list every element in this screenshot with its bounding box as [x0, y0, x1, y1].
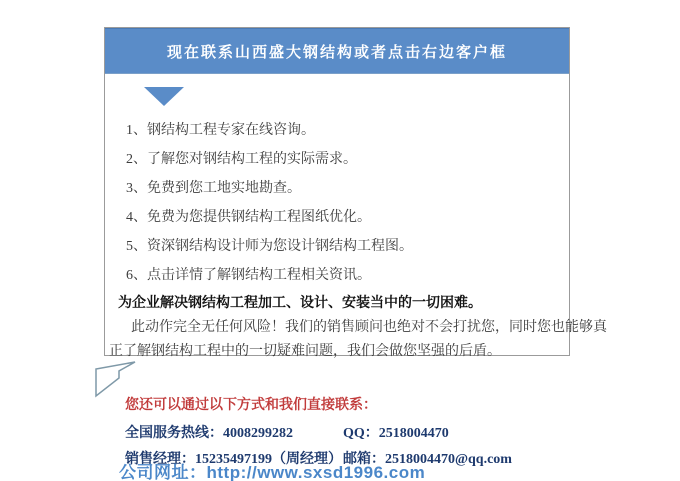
sales-manager-label: 销售经理： — [125, 452, 195, 467]
banner-title: 现在联系山西盛大钢结构或者点击右边客户框 — [166, 44, 507, 61]
qq-number: 2518004470 — [378, 426, 449, 441]
website-url: http://www.sxsd1996.com — [206, 463, 426, 481]
step-item-6: 6、点击详情了解钢结构工程相关资讯。 — [126, 268, 371, 283]
qq-label: QQ： — [343, 426, 379, 441]
banner-header — [105, 28, 569, 74]
sales-manager-phone: 15235497199（周经理） — [195, 452, 342, 467]
summary-body-line2: 正了解钢结构工程中的一切疑难问题，我们会做您坚强的后盾。 — [109, 344, 501, 359]
promo-box — [104, 27, 607, 359]
step-item-4: 4、免费为您提供钢结构工程图纸优化。 — [126, 210, 371, 225]
company-website-link[interactable] — [119, 458, 425, 481]
down-triangle-icon — [144, 87, 184, 106]
summary-headline: 为企业解决钢结构工程加工、设计、安装当中的一切困难。 — [118, 296, 482, 311]
email-address: 2518004470@qq.com — [385, 452, 512, 467]
email-label: 邮箱： — [343, 452, 385, 467]
qq-row — [343, 422, 449, 442]
hotline-number: 4008299282 — [223, 426, 293, 441]
summary-body-line1: 此动作完全无任何风险！我们的销售顾问也绝对不会打扰您，同时您也能够真 — [131, 320, 607, 335]
website-label: 公司网址： — [119, 463, 207, 481]
hotline-row — [125, 422, 293, 442]
hotline-label: 全国服务热线： — [125, 426, 223, 441]
summary-paragraph — [105, 316, 607, 364]
step-item-2: 2、了解您对钢结构工程的实际需求。 — [126, 152, 357, 167]
steps-list — [105, 116, 569, 290]
step-item-3: 3、免费到您工地实地勘查。 — [126, 181, 301, 196]
step-item-1: 1、钢结构工程专家在线咨询。 — [126, 123, 315, 138]
step-item-5: 5、资深钢结构设计师为您设计钢结构工程图。 — [126, 239, 413, 254]
contact-intro-text: 您还可以通过以下方式和我们直接联系： — [125, 398, 377, 413]
